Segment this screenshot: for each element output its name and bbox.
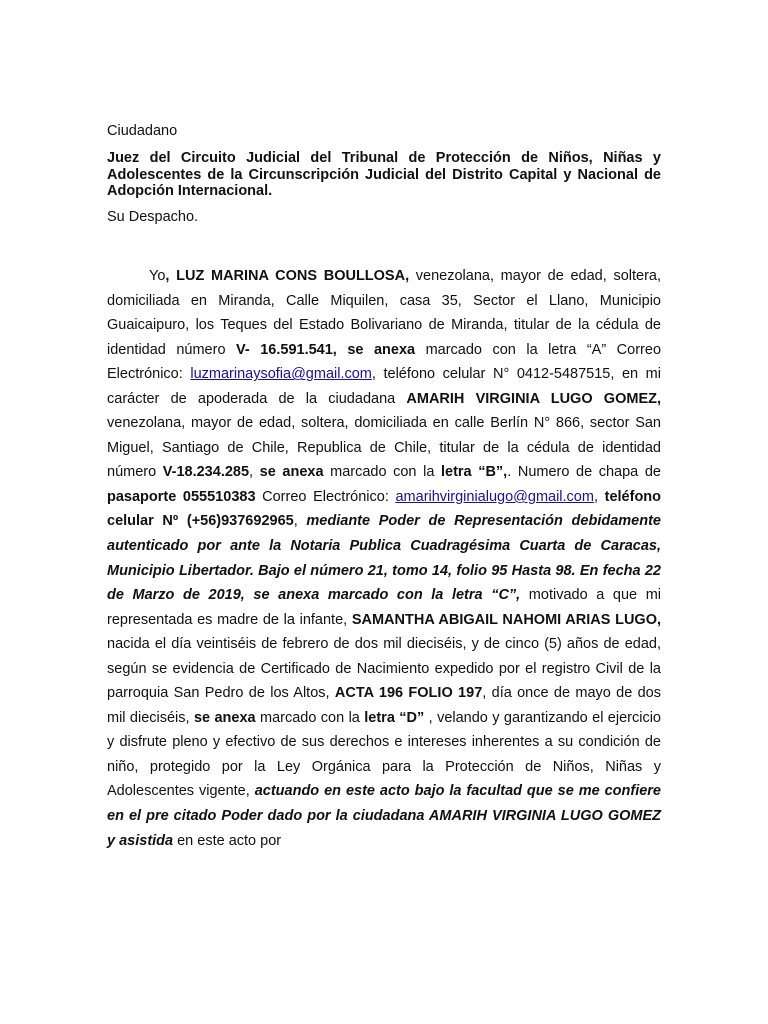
- text-run: , teléfono celular N° 0412-5487515, en mi carácter de apoderada de la ciudadana: [107, 366, 661, 407]
- annex-letter-d: letra “D”: [364, 709, 425, 726]
- declarant-id-number: V- 16.591.541, se anexa: [236, 341, 416, 358]
- represented-id-number: V-18.234.285: [162, 464, 250, 481]
- text-run: ,: [293, 513, 307, 530]
- addressee-block: Juez del Circuito Judicial del Tribunal de Protección de Niños, Niñas y Adolescentes de la Circunscripción Judicial del Distrito Capital y Nacional de Adopción Internacional.: [107, 150, 661, 199]
- text-run: marcado con la: [255, 709, 365, 726]
- text-run: ,: [593, 488, 605, 505]
- annex-letter-b: letra “B”,: [440, 464, 508, 481]
- power-of-attorney-clause: mediante Poder de Representación debidamente autenticado por ante la Notaria Publica Cuadragésima Cuarta de Caracas, Municipio Libertador. Bajo el número 21, tomo 14, folio 95 Hasta 98. En fecha 22 de Marzo de 2019, se anexa marcado con la letra “C”,: [107, 513, 661, 604]
- annex-label: se anexa: [259, 464, 324, 481]
- text-run: Yo: [149, 268, 166, 284]
- text-run: motivado a que mi representada es madre de la infante,: [107, 587, 661, 628]
- text-run: marcado con la: [323, 464, 441, 481]
- text-run: , velando y garantizando el ejercicio y disfrute pleno y efectivo de sus derechos e intereses inherentes a su condición de niño, protegido por la Ley Orgánica para la Protección de Niños, Niñas y Adolescentes vigente,: [107, 709, 661, 800]
- text-run: venezolana, mayor de edad, soltera, domiciliada en Miranda, Calle Miquilen, casa 35, Sector el Llano, Municipio Guaicaipuro, los Teques del Estado Bolivariano de Miranda, titular de la cédula de identidad número: [107, 268, 661, 358]
- text-run: nacida el día veintiséis de febrero de dos mil dieciséis, y de cinco (5) años de edad, según se evidencia de Certificado de Nacimiento expedido por el registro Civil de la parroquia San Pedro de los Altos,: [107, 636, 661, 702]
- acting-capacity-clause: actuando en este acto bajo la facultad que se me confiere en el pre citado Poder dado por la ciudadana AMARIH VIRGINIA LUGO GOMEZ y asistida: [107, 783, 661, 849]
- text-run: Correo Electrónico:: [255, 488, 396, 505]
- represented-name: AMARIH VIRGINIA LUGO GOMEZ,: [406, 390, 661, 407]
- su-despacho-line: Su Despacho.: [107, 208, 199, 225]
- declarant-name: , LUZ MARINA CONS BOULLOSA,: [165, 268, 410, 284]
- email-link-represented[interactable]: amarihvirginialugo@gmail.com: [395, 488, 594, 505]
- document-page: [107, 122, 662, 849]
- email-link-declarant[interactable]: luzmarinaysofia@gmail.com: [190, 366, 372, 383]
- text-run: ,: [249, 464, 260, 481]
- salutation: Ciudadano: [107, 123, 178, 139]
- birth-record-number: ACTA 196 FOLIO 197: [334, 685, 483, 702]
- minor-name: SAMANTHA ABIGAIL NAHOMI ARIAS LUGO,: [351, 611, 662, 628]
- represented-phone: teléfono celular Nº (+56)937692965: [107, 488, 662, 530]
- text-run: , día once de mayo de dos mil dieciséis,: [107, 685, 661, 726]
- text-run: . Numero de chapa de: [507, 464, 661, 481]
- annex-label: se anexa: [193, 709, 256, 726]
- passport-number: pasaporte 055510383: [107, 488, 256, 505]
- text-run: marcado con la letra “A” Correo Electrónico:: [107, 341, 662, 383]
- body-paragraph: [107, 264, 661, 853]
- text-run: en este acto por: [173, 832, 282, 849]
- text-run: venezolana, mayor de edad, soltera, domiciliada en calle Berlín N° 866, sector San Miguel, Santiago de Chile, Republica de Chile, titular de la cédula de identidad número: [107, 415, 661, 481]
